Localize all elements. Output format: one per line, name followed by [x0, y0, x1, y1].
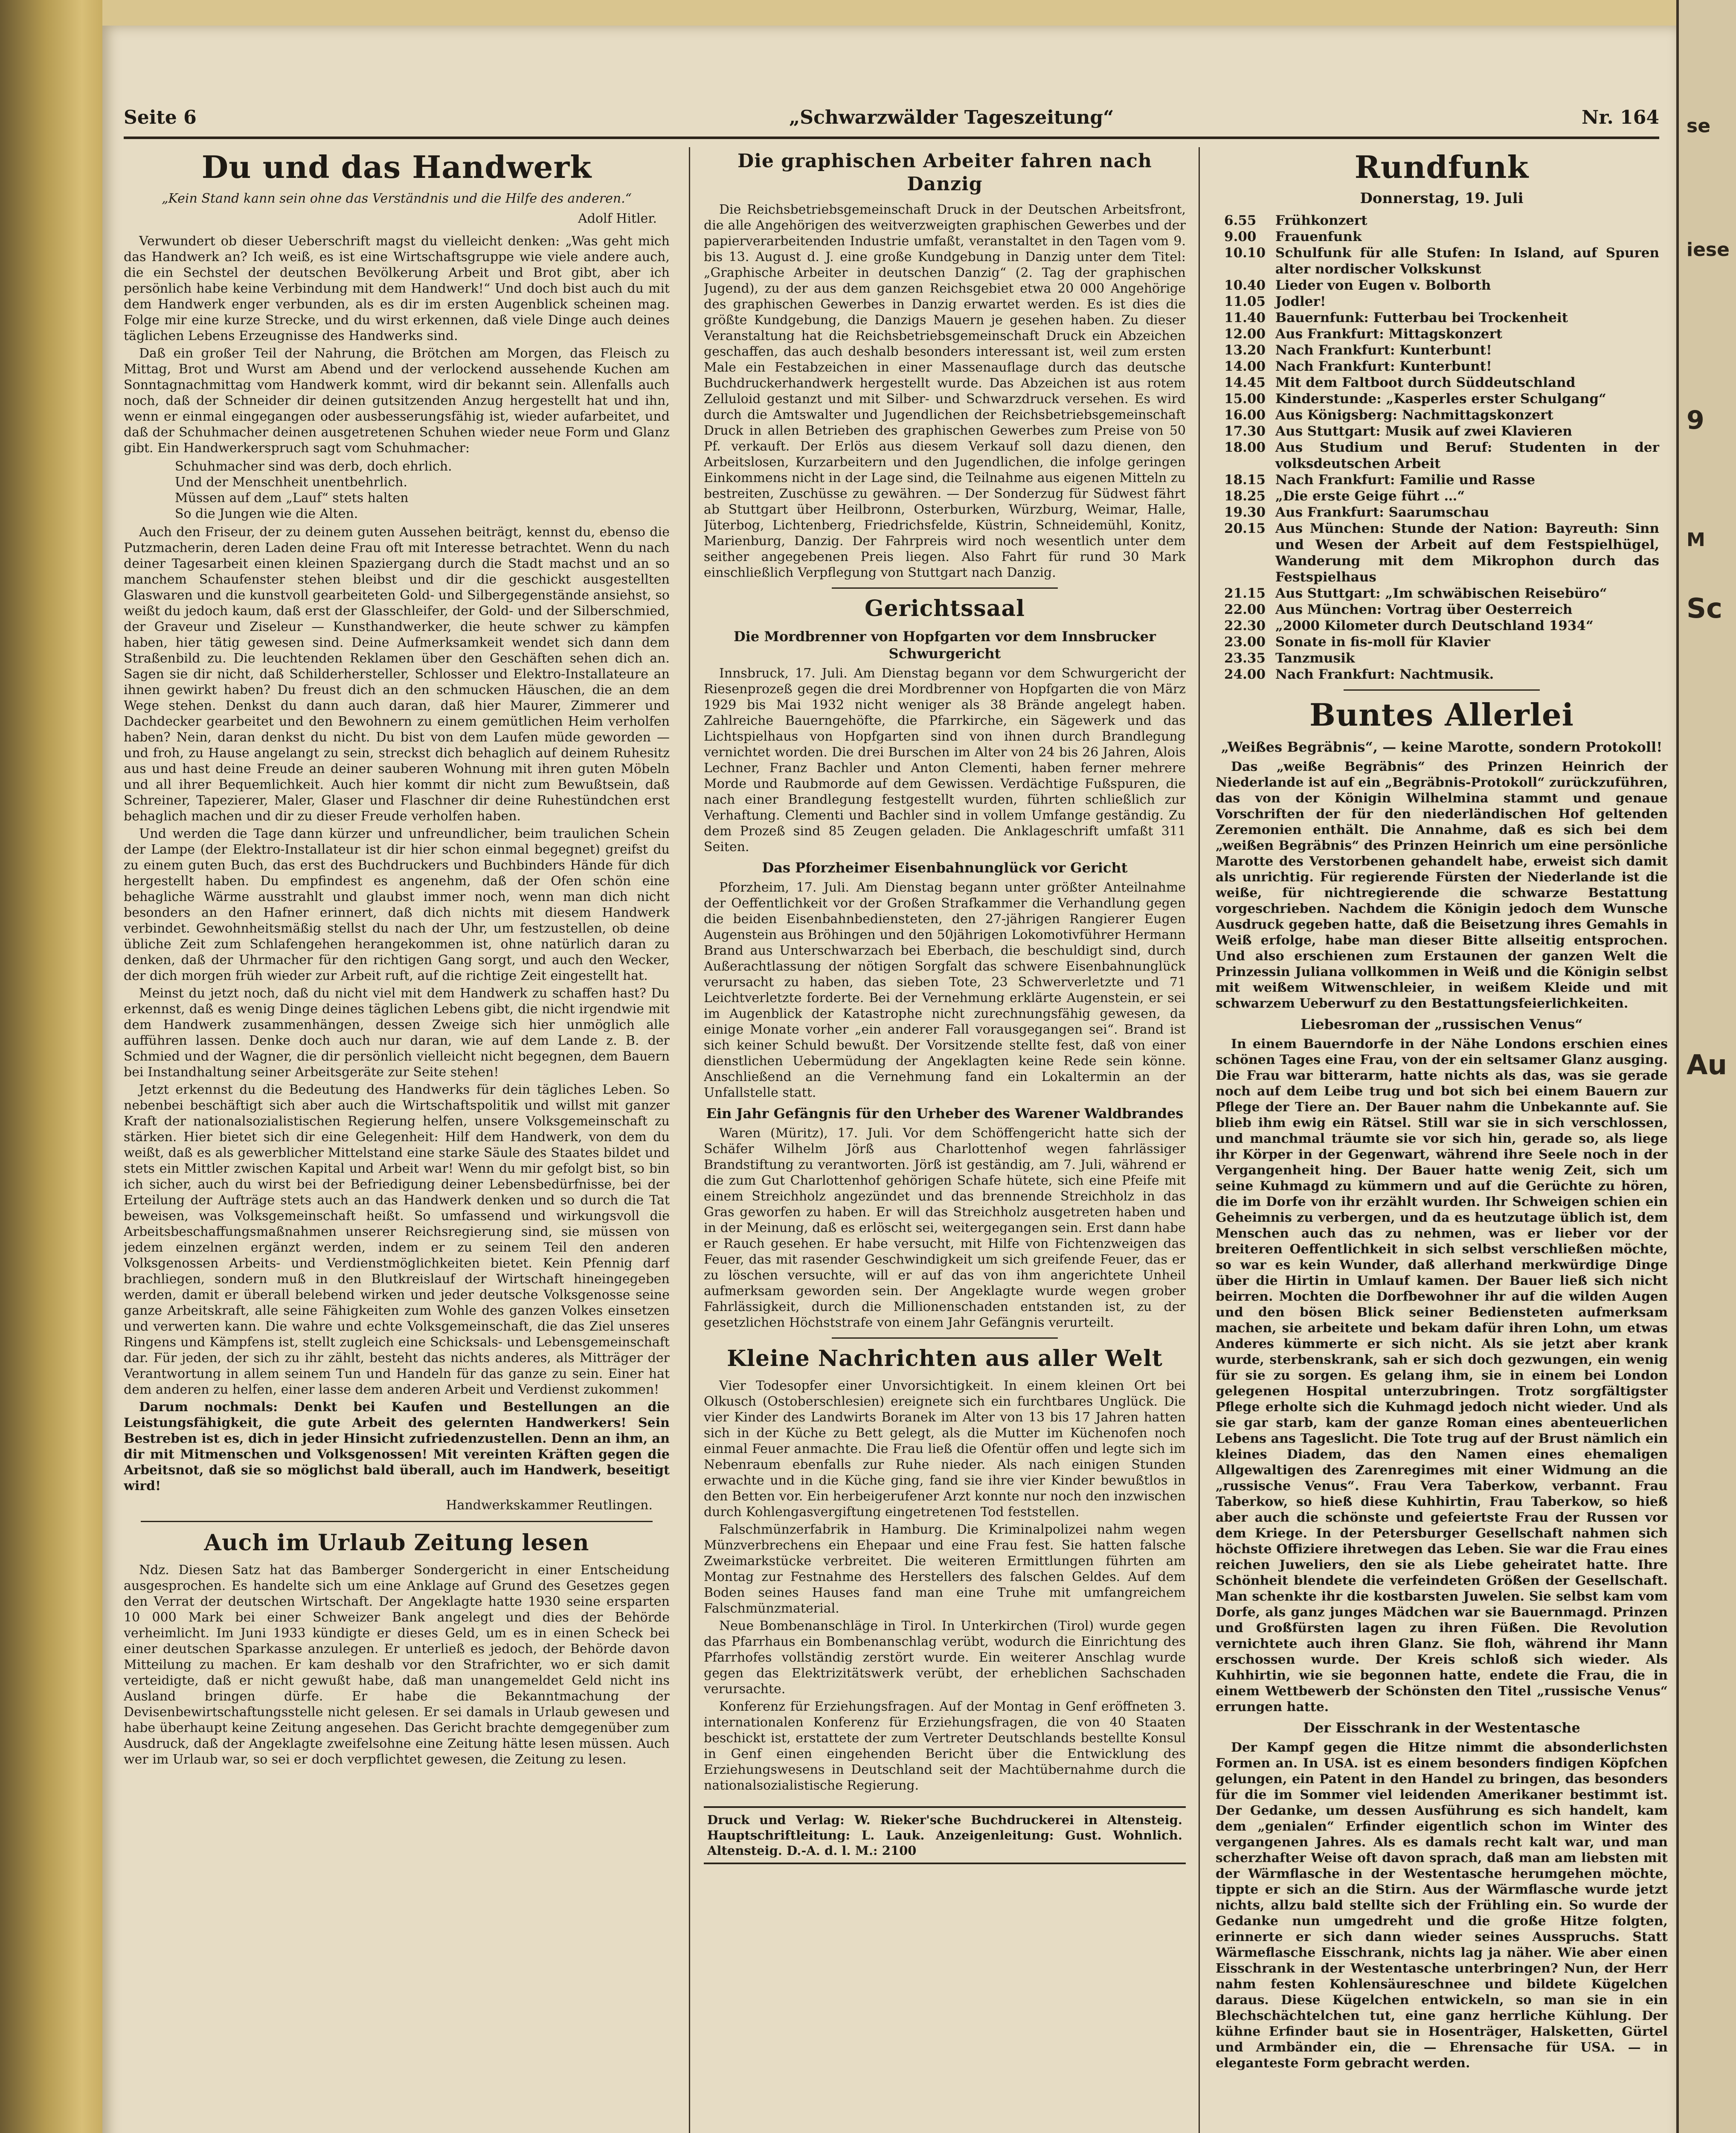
schedule-time: 22.30 — [1224, 618, 1266, 634]
article-paragraph: Verwundert ob dieser Ueberschrift magst du vielleicht denken: „Was geht mich das Handwerk an? Ich weiß, es ist eine Wirtschaftsgruppe wie viele andere auch, die ein Sechstel der deutschen Bevölkerung Arbeit und Brot gibt, aber ich persönlich habe keine Verbindung mit dem Handwerk!“ Und doch bist auch du mit dem Handwerk enger verbunden, als es dir im ersten Augenblick scheinen mag. Folge mir eine kurze Strecke, und du wirst erkennen, daß viele Dinge auch deines täglichen Lebens Erzeugnisse des Handwerks sind. — [124, 234, 670, 343]
column-right — [1216, 147, 1668, 2133]
schedule-time: 22.00 — [1224, 602, 1266, 617]
motto-author: Adolf Hitler. — [578, 211, 657, 226]
schedule-program: „2000 Kilometer durch Deutschland 1934“ — [1275, 618, 1594, 634]
article-subheadline: Liebesroman der „russischen Venus“ — [1301, 1016, 1583, 1032]
section-headline: Rundfunk — [1354, 149, 1529, 185]
article-subheadline: Die Mordbrenner von Hopfgarten vor dem Innsbrucker Schwurgericht — [733, 628, 1156, 662]
fragment-text: iese — [1687, 239, 1730, 261]
schedule-program: Aus Stuttgart: „Im schwäbischen Reisebüro“ — [1275, 586, 1607, 601]
schedule-time: 11.40 — [1224, 310, 1266, 325]
schedule-date: Donnerstag, 19. Juli — [1360, 190, 1524, 207]
article-subheadline: „Weißes Begräbnis“, — keine Marotte, sondern Protokoll! — [1221, 739, 1663, 755]
column-middle — [704, 147, 1186, 2133]
article-paragraph: Daß ein großer Teil der Nahrung, die Brötchen am Morgen, das Fleisch zu Mittag, Brot und Wurst am Abend und der verlockend aussehende Kuchen am Sonntagnachmittag vom Handwerk kommt, wird dir bekannt sein. Allenfalls auch noch, daß der Schneider dir deinen gutsitzenden Anzug hergestellt hat und ihn, wenn er einmal eingegangen oder ausbesserungsfähig ist, wieder aufarbeitet, und daß der Schuhmacher deinen ausgetretenen Schuhen wieder neue Form und Glanz gibt. Ein Handwerkerspruch sagt vom Schuhmacher: — [124, 346, 670, 456]
schedule-program: Frühkonzert — [1275, 213, 1367, 228]
article-subheadline: Ein Jahr Gefängnis für den Urheber des Warener Waldbrandes — [706, 1105, 1184, 1122]
adjacent-page-fragment — [1676, 0, 1736, 2133]
article-paragraph: In einem Bauerndorfe in der Nähe Londons erschien eines schönen Tages eine Frau, von der ein seltsamer Glanz ausging. Die Frau war bitterarm, hatte nichts als das, was sie gerade noch auf dem Leibe trug und bot sich bei einem Bauern zur Pflege der Tiere an. Der Bauer nahm die Unbekannte auf. Sie blieb ihm ewig ein Rätsel. Still war sie in sich verschlossen, und manchmal träumte sie vor sich hin, gerade so, als liege ihr Körper in der Gegenwart, während ihre Seele noch in der Vergangenheit hing. Der Bauer hatte wenig Zeit, sich um seine Kuhmagd zu kümmern und auf die Gerüchte zu hören, die im Dorfe von ihr erzählt wurden. Ihr Schweigen schien ein Geheimnis zu verbergen, und da es heutzutage üblich ist, dem Menschen auch das zu nehmen, was er lieber vor der breiteren Oeffentlichkeit in sich selbst verschließen möchte, so war es kein Wunder, daß allerhand merkwürdige Dinge über die Hirtin in Umlauf kamen. Der Bauer ließ sich nicht beirren. Mochten die Dorfbewohner ihr auf die wilden Augen und den bösen Blick seiner Bediensteten aufmerksam machen, sie arbeitete und bekam dafür ihren Lohn, um etwas Anderes kümmerte er sich nicht. Als sie jetzt aber krank wurde, sterbenskrank, sah er sich doch gezwungen, ein wenig für sie zu sorgen. Es gelang ihm, sie in einem bei London gelegenen Hospital unterzubringen. Trotz sorgfältigster Pflege erholte sich die Kuhmagd jedoch nicht wieder. Und als sie gar starb, kam der ganze Roman eines abenteuerlichen Lebens ans Tageslicht. Die Tote trug auf der Brust nämlich ein kleines Diadem, das den Namen eines ehemaligen Allgewaltigen des Zarenregimes mit einer Widmung an die „russische Venus“. Frau Vera Taberkow, verbannt. Frau Taberkow, so hieß diese Kuhhirtin, Frau Taberkow, so hieß aber auch die schönste und gefeiertste Frau der Russen vor dem Kriege. In der Petersburger Gesellschaft nahmen sich höchste Offiziere ihretwegen das Leben. Sie war die Frau eines reichen Juweliers, den sie als Liebe geheiratet hatte. Ihre Schönheit blendete die verfeindeten Größen der Gesellschaft. Man schenkte ihr die kostbarsten Juwelen. Sie selbst kam vom Dorfe, als ganz junges Mädchen war sie Bauernmagd. Prinzen und Großfürsten lagen zu ihren Füßen. Die Revolution vernichtete auch ihren Glanz. Sie floh, während ihr Mann erschossen wurde. Der Kreis schloß sich wieder. Als Kuhhirtin, wie sie begonnen hatte, endete die Frau, die in einem Wettbewerb der Schönsten den Titel „russische Venus“ errungen hatte. — [1216, 1037, 1668, 1715]
article-paragraph: Innsbruck, 17. Juli. Am Dienstag begann vor dem Schwurgericht der Riesenprozeß gegen die drei Mordbrenner von Hopfgarten die von März 1929 bis Mai 1932 nicht weniger als 38 Brände angelegt haben. Zahlreiche Bauerngehöfte, die Pfarrkirche, ein Sägewerk und das Lichtspielhaus von Hopfgarten sind von ihnen durch Brandlegung vernichtet worden. Die drei Burschen im Alter von 24 bis 26 Jahren, Alois Lechner, Franz Bachler und Anton Clementi, haben ferner mehrere Morde und Raubmorde auf dem Gewissen. Verdächtige Fußspuren, die nach einer Brandlegung festgestellt wurden, führten schließlich zur Verhaftung. Clementi und Bachler sind in vollem Umfange geständig. Zu dem Prozeß sind 85 Zeugen geladen. Die Anklageschrift umfaßt 311 Seiten. — [704, 666, 1186, 854]
article-paragraph: Meinst du jetzt noch, daß du nicht viel mit dem Handwerk zu schaffen hast? Du erkennst, daß es wenig Dinge deines täglichen Lebens gibt, die nicht irgendwie mit dem Handwerk zusammenhängen, dessen Zweige sich hier unmöglich alle aufführen lassen. Denke doch auch nur daran, wie auf dem Lande z. B. der Schmied und der Wagner, die dir persönlich vielleicht nicht begegnen, dem Bauern bei Instandhaltung seiner Arbeitsgeräte zur Seite stehen! — [124, 986, 670, 1080]
schedule-program: Mit dem Faltboot durch Süddeutschland — [1275, 375, 1576, 390]
column-left — [124, 147, 670, 2133]
news-item: Konferenz für Erziehungsfragen. Auf der Montag in Genf eröffneten 3. internationalen Konferenz für Erziehungsfragen, die von 40 Staaten beschickt ist, erstattete der zum Vertreter Deutschlands bestellte Konsul in Genf einen eingehenden Bericht über die Entwicklung des Erziehungswesens in Deutschland seit der Machtübernahme durch die nationalsozialistische Regierung. — [704, 1699, 1186, 1793]
fragment-text: M — [1687, 529, 1705, 551]
schedule-program: Aus München: Stunde der Nation: Bayreuth: Sinn und Wesen der Arbeit auf dem Festspielhügel, Wanderung mit dem Mikrophon durch das Festspielhaus — [1275, 521, 1659, 585]
schedule-time: 24.00 — [1224, 667, 1266, 682]
fragment-text: 9 — [1687, 405, 1704, 435]
schedule-time: 11.05 — [1224, 294, 1266, 309]
article-headline: Die graphischen Arbeiter fahren nach Danzig — [737, 150, 1152, 195]
schedule-time: 10.10 — [1224, 245, 1266, 261]
section-headline: Kleine Nachrichten aus aller Welt — [727, 1345, 1163, 1372]
schedule-program: Nach Frankfurt: Familie und Rasse — [1275, 472, 1536, 488]
schedule-program: Nach Frankfurt: Nachtmusik. — [1275, 667, 1494, 682]
schedule-program: Lieder von Eugen v. Bolborth — [1275, 278, 1491, 293]
column-divider — [1199, 147, 1200, 2133]
article-headline: Du und das Handwerk — [201, 149, 592, 185]
schedule-program: Aus Königsberg: Nachmittagskonzert — [1275, 407, 1553, 423]
newspaper-title: „Schwarzwälder Tageszeitung“ — [789, 107, 1114, 128]
schedule-program: Aus Frankfurt: Saarumschau — [1275, 505, 1489, 520]
section-rule — [1344, 689, 1540, 691]
article-motto: „Kein Stand kann sein ohne das Verständnis und die Hilfe des anderen.“ — [161, 191, 632, 206]
section-rule — [141, 1521, 653, 1522]
schedule-time: 21.15 — [1224, 586, 1266, 601]
article-paragraph: Ndz. Diesen Satz hat das Bamberger Sondergericht in einer Entscheidung ausgesprochen. Es handelte sich um eine Anklage auf Grund des Gesetzes gegen den Verrat der deutschen Wirtschaft. Der Angeklagte hatte 1930 seine ersparten 10 000 Mark bei einer Schweizer Bank angelegt und dies der Behörde verheimlicht. Im Juni 1933 kündigte er dieses Geld, um es in einen Scheck bei einer deutschen Sparkasse anzulegen. Er unterließ es jedoch, der Behörde davon Mitteilung zu machen. Er kam deshalb vor den Strafrichter, wo er sich damit verteidigte, daß er nicht gewußt habe, daß man unangemeldet Geld nicht ins Ausland bringen dürfe. Er habe die Bekanntmachung der Devisenbewirtschaftungsstelle nicht gelesen. Er sei damals in Urlaub gewesen und habe überhaupt keine Zeitung angesehen. Das Gericht brachte demgegenüber zum Ausdruck, daß der Angeklagte zweifelsohne eine Zeitung hätte lesen müssen. Auch wer im Urlaub war, so sei er doch verpflichtet gewesen, die Zeitung zu lesen. — [124, 1563, 670, 1767]
article-paragraph: Und werden die Tage dann kürzer und unfreundlicher, beim traulichen Schein der Lampe (der Elektro-Installateur ist dir hier schon einmal begegnet) greifst du zu einem guten Buch, das erst des Buchdruckers und Buchbinders Hände für dich hergestellt haben. Du empfindest es angenehm, daß der Ofen schön eine behagliche Wärme ausstrahlt und glaubst immer noch, wenn man dich nicht besonders an den Hafner erinnert, daß dich nichts mit diesem Handwerk verbindet. Gewohnheitsmäßig stellst du nach der Uhr, um festzustellen, ob deine übliche Zeit zum Schlafengehen herangekommen ist, ohne natürlich daran zu denken, daß der Uhrmacher für den richtigen Gang sorgt, und auch den Wecker, der dich morgen früh wieder zur Arbeit ruft, auf die richtige Zeit eingestellt hat. — [124, 826, 670, 983]
schedule-time: 10.40 — [1224, 278, 1266, 293]
fragment-text: se — [1687, 115, 1711, 137]
schedule-program: Aus Frankfurt: Mittagskonzert — [1275, 326, 1503, 342]
schedule-time: 17.30 — [1224, 424, 1266, 439]
schedule-time: 14.45 — [1224, 375, 1266, 390]
schedule-time: 20.15 — [1224, 521, 1266, 536]
book-spine-edge — [0, 0, 102, 2133]
schedule-time: 18.00 — [1224, 440, 1266, 455]
news-item: Falschmünzerfabrik in Hamburg. Die Kriminalpolizei nahm wegen Münzverbrechens ein Ehepaar und eine Frau fest. Sie hatten falsche Zweimarkstücke verbreitet. Die weiteren Ermittlungen führten am Montag zur Festnahme des Herstellers des falschen Geldes. Auf dem Boden seines Hauses fand man eine Truhe mit umfangreichem Falschmünzmaterial. — [704, 1522, 1186, 1616]
fragment-text: Sc — [1687, 593, 1723, 625]
issue-number: Nr. 164 — [1582, 107, 1659, 128]
page-header — [124, 107, 1659, 141]
imprint-box: Druck und Verlag: W. Rieker'sche Buchdruckerei in Altensteig. Hauptschriftleitung: L. Lauk. Anzeigenleitung: Gust. Wohnlich. Altensteig. D.-A. d. l. M.: 2100 — [704, 1806, 1186, 1864]
article-paragraph: Waren (Müritz), 17. Juli. Vor dem Schöffengericht hatte sich der Schäfer Wilhelm Jörß aus Charlottenhof wegen fahrlässiger Brandstiftung zu verantworten. Jörß ist geständig, am 7. Juli, während er die zum Gut Charlottenhof gehörigen Schafe hütete, sich eine Pfeife mit einem Streichholz angezündet und das brennende Streichholz in das Gras geworfen zu haben. Er will das Streichholz ausgetreten haben und in der Meinung, daß es erlöscht sei, weitergegangen sein. Erst dann habe er Rauch gesehen. Er habe versucht, mit Hilfe von Fichtenzweigen das Feuer, das mit rasender Geschwindigkeit um sich greifende Feuer, das er zu löschen versuchte, will er auf das von ihm angerichtete Unheil aufmerksam geworden sein. Der Angeklagte wurde wegen grober Fahrlässigkeit, durch die Millionenschaden entstanden ist, zu der gesetzlichen Höchststrafe von einem Jahr Gefängnis verurteilt. — [704, 1126, 1186, 1330]
schedule-time: 14.00 — [1224, 359, 1266, 374]
schedule-program: Aus Stuttgart: Musik auf zwei Klavieren — [1275, 424, 1572, 439]
schedule-time: 13.20 — [1224, 343, 1266, 358]
schedule-time: 16.00 — [1224, 407, 1266, 423]
schedule-program: Nach Frankfurt: Kunterbunt! — [1275, 359, 1492, 374]
verse-quote: Schuhmacher sind was derb, doch ehrlich. Und der Menschheit unentbehrlich. Müssen auf dem „Lauf“ stets halten So die Jungen wie die Alten. — [175, 459, 452, 521]
section-headline: Gerichtssaal — [865, 596, 1025, 622]
schedule-time: 6.55 — [1224, 213, 1257, 228]
article-signature: Handwerkskammer Reutlingen. — [446, 1498, 653, 1513]
schedule-program: Sonate in fis-moll für Klavier — [1275, 634, 1490, 650]
section-headline: Buntes Allerlei — [1309, 697, 1574, 733]
page-number: Seite 6 — [124, 107, 197, 128]
article-paragraph: Jetzt erkennst du die Bedeutung des Handwerks für dein tägliches Leben. So nebenbei beschäftigt sich aber auch die Wirtschaftspolitik und willst mit ganzer Kraft der nationalsozialistischen Regierung helfen, unsere Volksgemeinschaft zu stärken. Hier bietet sich dir eine Gelegenheit: Hilf dem Handwerk, von dem du weißt, daß es als gewerblicher Mittelstand eine starke Säule des Staates bildet und stets ein Mittler zwischen Kapital und Arbeit war! Wenn du mir gefolgt bist, so bin ich sicher, auch du wirst bei der Befriedigung deiner Lebensbedürfnisse, bei der Erteilung der Aufträge stets auch an das Handwerk denken und so durch die Tat beweisen, was Volksgemeinschaft heißt. So umfassend und wirkungsvoll die Arbeitsbeschaffungsmaßnahmen unserer Reichsregierung sind, sie müssen von jedem einzelnen ergänzt werden, indem er zu seinem Teil den anderen Volksgenossen Arbeits- und Verdienstmöglichkeiten bietet. Kein Pfennig darf brachliegen, sondern muß in den Blutkreislauf der Wirtschaft hineingegeben werden, damit er überall belebend wirken und jeder deutsche Volksgenosse seine ganze Arbeitskraft, alle seine Fähigkeiten zum Wohle des ganzen Volkes einsetzen und verwerten kann. Die wahre und echte Volksgemeinschaft, die das Ziel unseres Ringens und Kämpfens ist, stellt zugleich eine Schicksals- und Lebensgemeinschaft dar. Für jeden, der sich zu ihr zählt, besteht das nichts anderes, als Mitträger der Verantwortung in allem seinem Tun und Handeln für das ganze zu sein. Einer hat dem anderen zu helfen, einer lasse dem anderen Arbeit und Verdienst zukommen! — [124, 1082, 670, 1397]
schedule-time: 9.00 — [1224, 229, 1257, 244]
column-divider — [689, 147, 690, 2133]
schedule-program: Jodler! — [1275, 294, 1326, 309]
news-item: Vier Todesopfer einer Unvorsichtigkeit. In einem kleinen Ort bei Olkusch (Ostoberschlesien) ereignete sich ein furchtbares Unglück. Die vier Kinder des Landwirts Boranek im Alter von 13 bis 17 Jahren hatten sich in der Küche zu Bett gelegt, als die Mutter im Küchenofen noch einmal Feuer anmachte. Die Frau ließ die Ofentür offen und legte sich im Nebenraum ebenfalls zur Ruhe nieder. Als nach einigen Stunden erwachte und in die Küche ging, fand sie ihre vier Kinder bewußtlos in den Betten vor. Ein herbeigerufener Arzt konnte nur noch den inzwischen durch Kohlengasvergiftung eingetretenen Tod feststellen. — [704, 1378, 1186, 1520]
schedule-program: Aus München: Vortrag über Oesterreich — [1275, 602, 1573, 617]
radio-schedule — [1216, 212, 1668, 683]
schedule-time: 23.00 — [1224, 634, 1266, 650]
article-paragraph: Das „weiße Begräbnis“ des Prinzen Heinrich der Niederlande ist auf ein „Begräbnis-Protokoll“ zurückzuführen, das von der Königin Wilhelmina stammt und genaue Vorschriften der für den niederländischen Hof geltenden Zeremonien enthält. Die Annahme, daß es sich bei dem „weißen Begräbnis“ des Prinzen Heinrich um eine persönliche Marotte des Verstorbenen gehandelt habe, erweist sich damit als unrichtig. Für regierende Fürsten der Niederlande ist die weiße, für nichtregierende die schwarze Bestattung vorgeschrieben. Nachdem die Königin jedoch dem Wunsche Ausdruck gegeben hatte, daß die Beisetzung ihres Gemahls in Weiß erfolge, habe man dieser Bitte allseitig entsprochen. Und also erschienen zum Erstaunen der ganzen Welt die Prinzessin Juliana vollkommen in Weiß und die Königin selbst mit weißem Witwenschleier, in weißem Kleide und mit schwarzem Ueberwurf zu den Bestattungsfeierlichkeiten. — [1216, 759, 1668, 1011]
article-paragraph: Die Reichsbetriebsgemeinschaft Druck in der Deutschen Arbeitsfront, die alle Angehörigen des weitverzweigten graphischen Gewerbes und der papierverarbeitenden Industrie umfaßt, veranstaltet in den Tagen vom 9. bis 13. August d. J. eine große Kundgebung in Danzig unter dem Titel: „Graphische Arbeiter in deutschen Danzig“ (2. Tag der graphischen Jugend), zu der aus dem ganzen Reichsgebiet etwa 20 000 Angehörige des graphischen Gewerbes in Danzig erwartet werden. Es ist dies die größte Kundgebung, die Danzigs Mauern je gesehen haben. Zu dieser Veranstaltung hat die Reichsbetriebsgemeinschaft Druck ein Abzeichen geschaffen, das auch deshalb besonders interessant ist, weil zum ersten Male ein Festabzeichen in einer Massenauflage durch das deutsche Buchdruckerhandwerk hergestellt wurde. Das Abzeichen ist aus rotem Zelluloid gestanzt und mit Silber- und Schwarzdruck versehen. Es wird durch die Amtswalter und Jugendlichen der Reichsbetriebsgemeinschaft Druck in allen Betrieben des graphischen Gewerbes zum Preise von 50 Pf. verkauft. Der Erlös aus diesem Verkauf soll dazu dienen, den Arbeitslosen, Kurzarbeitern und den Jugendlichen, die infolge geringen Einkommens nicht in der Lage sind, die Teilnahme aus eigenen Mitteln zu bestreiten, Zuschüsse zu gewähren. — Der Sonderzug für Südwest fährt ab Stuttgart über Heilbronn, Osterburken, Würzburg, Weimar, Halle, Jüterbog, Lichtenberg, Friedrichsfelde, Küstrin, Schneidemühl, Konitz, Marienburg, Danzig. Der Fahrpreis wird noch wesentlich unter dem seither angegebenen Preis liegen. Also Fahrt für rund 30 Mark einschließlich Verpflegung von Stuttgart nach Danzig. — [704, 202, 1186, 580]
schedule-time: 18.25 — [1224, 488, 1266, 504]
schedule-program: Nach Frankfurt: Kunterbunt! — [1275, 343, 1492, 358]
schedule-time: 18.15 — [1224, 472, 1266, 488]
schedule-program: „Die erste Geige führt …“ — [1275, 488, 1465, 504]
schedule-program: Aus Studium und Beruf: Studenten in der volksdeutschen Arbeit — [1275, 440, 1659, 471]
schedule-time: 23.35 — [1224, 651, 1266, 666]
header-rule — [124, 137, 1659, 139]
section-rule — [832, 587, 1058, 589]
section-rule — [832, 1337, 1058, 1339]
schedule-time: 15.00 — [1224, 391, 1266, 407]
article-paragraph: Der Kampf gegen die Hitze nimmt die absonderlichsten Formen an. In USA. ist es einem besonders findigen Köpfchen gelungen, ein Patent in den Handel zu bringen, das besonders für die im Sommer viel leidenden Amerikaner bestimmt ist. Der Gedanke, um dessen Ausführung es sich handelt, kam dem „genialen“ Erfinder eigentlich schon im Winter des vergangenen Jahres. Als es damals recht kalt war, und man scherzhafter Weise oft davon sprach, daß man am liebsten mit der Wärmflasche in der Westentasche herumgehen möchte, tippte er sich an die Stirn. Aus der Wärmflasche wurde jetzt nichts, allzu bald stellte sich der Frühling ein. So wurde der Gedanke nun umgedreht und die große Hitze folgten, erinnerte er sich dann wieder seines Ausspruchs. Statt Wärmeflasche Eisschrank, nichts lag ja näher. Wie aber einen Eisschrank in der Westentasche unterbringen? Nun, der Herr nahm festen Kohlensäureschnee und bildete Kügelchen daraus. Diese Kügelchen entwickeln, so man sie in ein Blechschächtelchen tut, eine ganz herrliche Kühlung. Der kühne Erfinder baut sie in Hosenträger, Halsketten, Gürtel und Armbänder ein, die — Ehrensache für USA. — in eleganteste Form gebracht werden. — [1216, 1740, 1668, 2071]
schedule-program: Bauernfunk: Futterbau bei Trockenheit — [1275, 310, 1568, 325]
article-subheadline: Der Eisschrank in der Westentasche — [1303, 1720, 1580, 1736]
schedule-program: Frauenfunk — [1275, 229, 1362, 244]
schedule-time: 19.30 — [1224, 505, 1266, 520]
schedule-program: Tanzmusik — [1275, 651, 1355, 666]
article-headline: Auch im Urlaub Zeitung lesen — [204, 1530, 589, 1556]
schedule-time: 12.00 — [1224, 326, 1266, 342]
fragment-text: Au — [1687, 1049, 1727, 1081]
article-subheadline: Das Pforzheimer Eisenbahnunglück vor Gericht — [762, 860, 1128, 876]
schedule-program: Schulfunk für alle Stufen: In Island, auf Spuren alter nordischer Volkskunst — [1275, 245, 1659, 277]
article-paragraph: Auch den Friseur, der zu deinem guten Aussehen beiträgt, kennst du, ebenso die Putzmacherin, deren Laden deine Frau oft mit Interesse betrachtet. Wenn du nach deiner Tagesarbeit einen kleinen Spaziergang durch die Stadt machst und an so manchem Schaufenster stehen bleibst und dir die geschickt ausgestellten Glaswaren und die kunstvoll gearbeiteten Gold- und Silbergegenstände ansiehst, so weißt du jedoch kaum, daß erst der Glasschleifer, der Gold- und der Silberschmied, der Graveur und Ziseleur — Kunsthandwerker, die heute schwer zu kämpfen haben, hier tätig gewesen sind. Deine Aufmerksamkeit wendet sich dann dem Straßenbild zu. Die leuchtenden Reklamen über den Geschäften sehen dich an. Sagen sie dir nicht, daß Schilderhersteller, Schlosser und Elektro-Installateure an ihnen gewirkt haben? Du freust dich an den schmucken Häuschen, die an dem Wege stehen. Denkst du dann auch daran, daß hier Maurer, Zimmerer und Dachdecker gearbeitet und den Bewohnern zu einem gemütlichen Heim verholfen haben? Nein, daran denkst du nicht. Du bist von dem Laufen müde geworden — und froh, zu Hause angelangt zu sein, streckst dich behaglich auf deinem Ruhesitz aus und hast deine Freude an deiner sauberen Wohnung mit ihren guten Möbeln und all ihrer Bequemlichkeit. Auch hier kommt dir nicht zum Bewußtsein, daß Schreiner, Tapezierer, Maler, Glaser und Flaschner dir deine Ruhestündchen erst behaglich machen und dir zu dieser Freude verholfen haben. — [124, 525, 670, 824]
schedule-program: Kinderstunde: „Kasperles erster Schulgang“ — [1275, 391, 1606, 407]
article-paragraph: Pforzheim, 17. Juli. Am Dienstag begann unter größter Anteilnahme der Oeffentlichkeit vor der Großen Strafkammer die Verhandlung gegen die beiden Eisenbahnbediensteten, den 27-jährigen Rangierer Eugen Augenstein aus Bröhingen und den 50jährigen Lokomotivführer Hermann Brand aus Unterschwarzach bei Eberbach, die beschuldigt sind, durch Außerachtlassung der nötigen Sorgfalt das schwere Eisenbahnunglück verursacht zu haben, das sieben Tote, 23 Schwerverletzte und 71 Leichtverletzte forderte. Bei der Vernehmung erklärte Augenstein, er sei im Augenblick der Katastrophe nicht zurechnungsfähig gewesen, da einige Monate vorher „ein anderer Fall vorausgegangen sei“. Brand ist sich keiner Schuld bewußt. Der Vorsitzende stellte fest, daß von einer dienstlichen Uebermüdung der Angeklagten keine Rede sein könne. Anschließend an die Vernehmung fand ein Lokaltermin an der Unfallstelle statt. — [704, 880, 1186, 1100]
news-item: Neue Bombenanschläge in Tirol. In Unterkirchen (Tirol) wurde gegen das Pfarrhaus ein Bombenanschlag verübt, wodurch die Einrichtung des Pfarrhofes vollständig zerstört wurde. Ein weiterer Anschlag wurde gegen das Elektrizitätswerk verübt, der erheblichen Sachschaden verursachte. — [704, 1619, 1186, 1697]
article-paragraph: Darum nochmals: Denkt bei Kaufen und Bestellungen an die Leistungsfähigkeit, die gute Arbeit des gelernten Handwerkers! Sein Bestreben ist es, dich in jeder Hinsicht zufriedenzustellen. Denn an ihm, an dir mit Mitmenschen und Volksgenossen! Mit vereinten Kräften gegen die Arbeitsnot, daß sie so möglichst bald überall, auch im Handwerk, beseitigt wird! — [124, 1400, 670, 1494]
